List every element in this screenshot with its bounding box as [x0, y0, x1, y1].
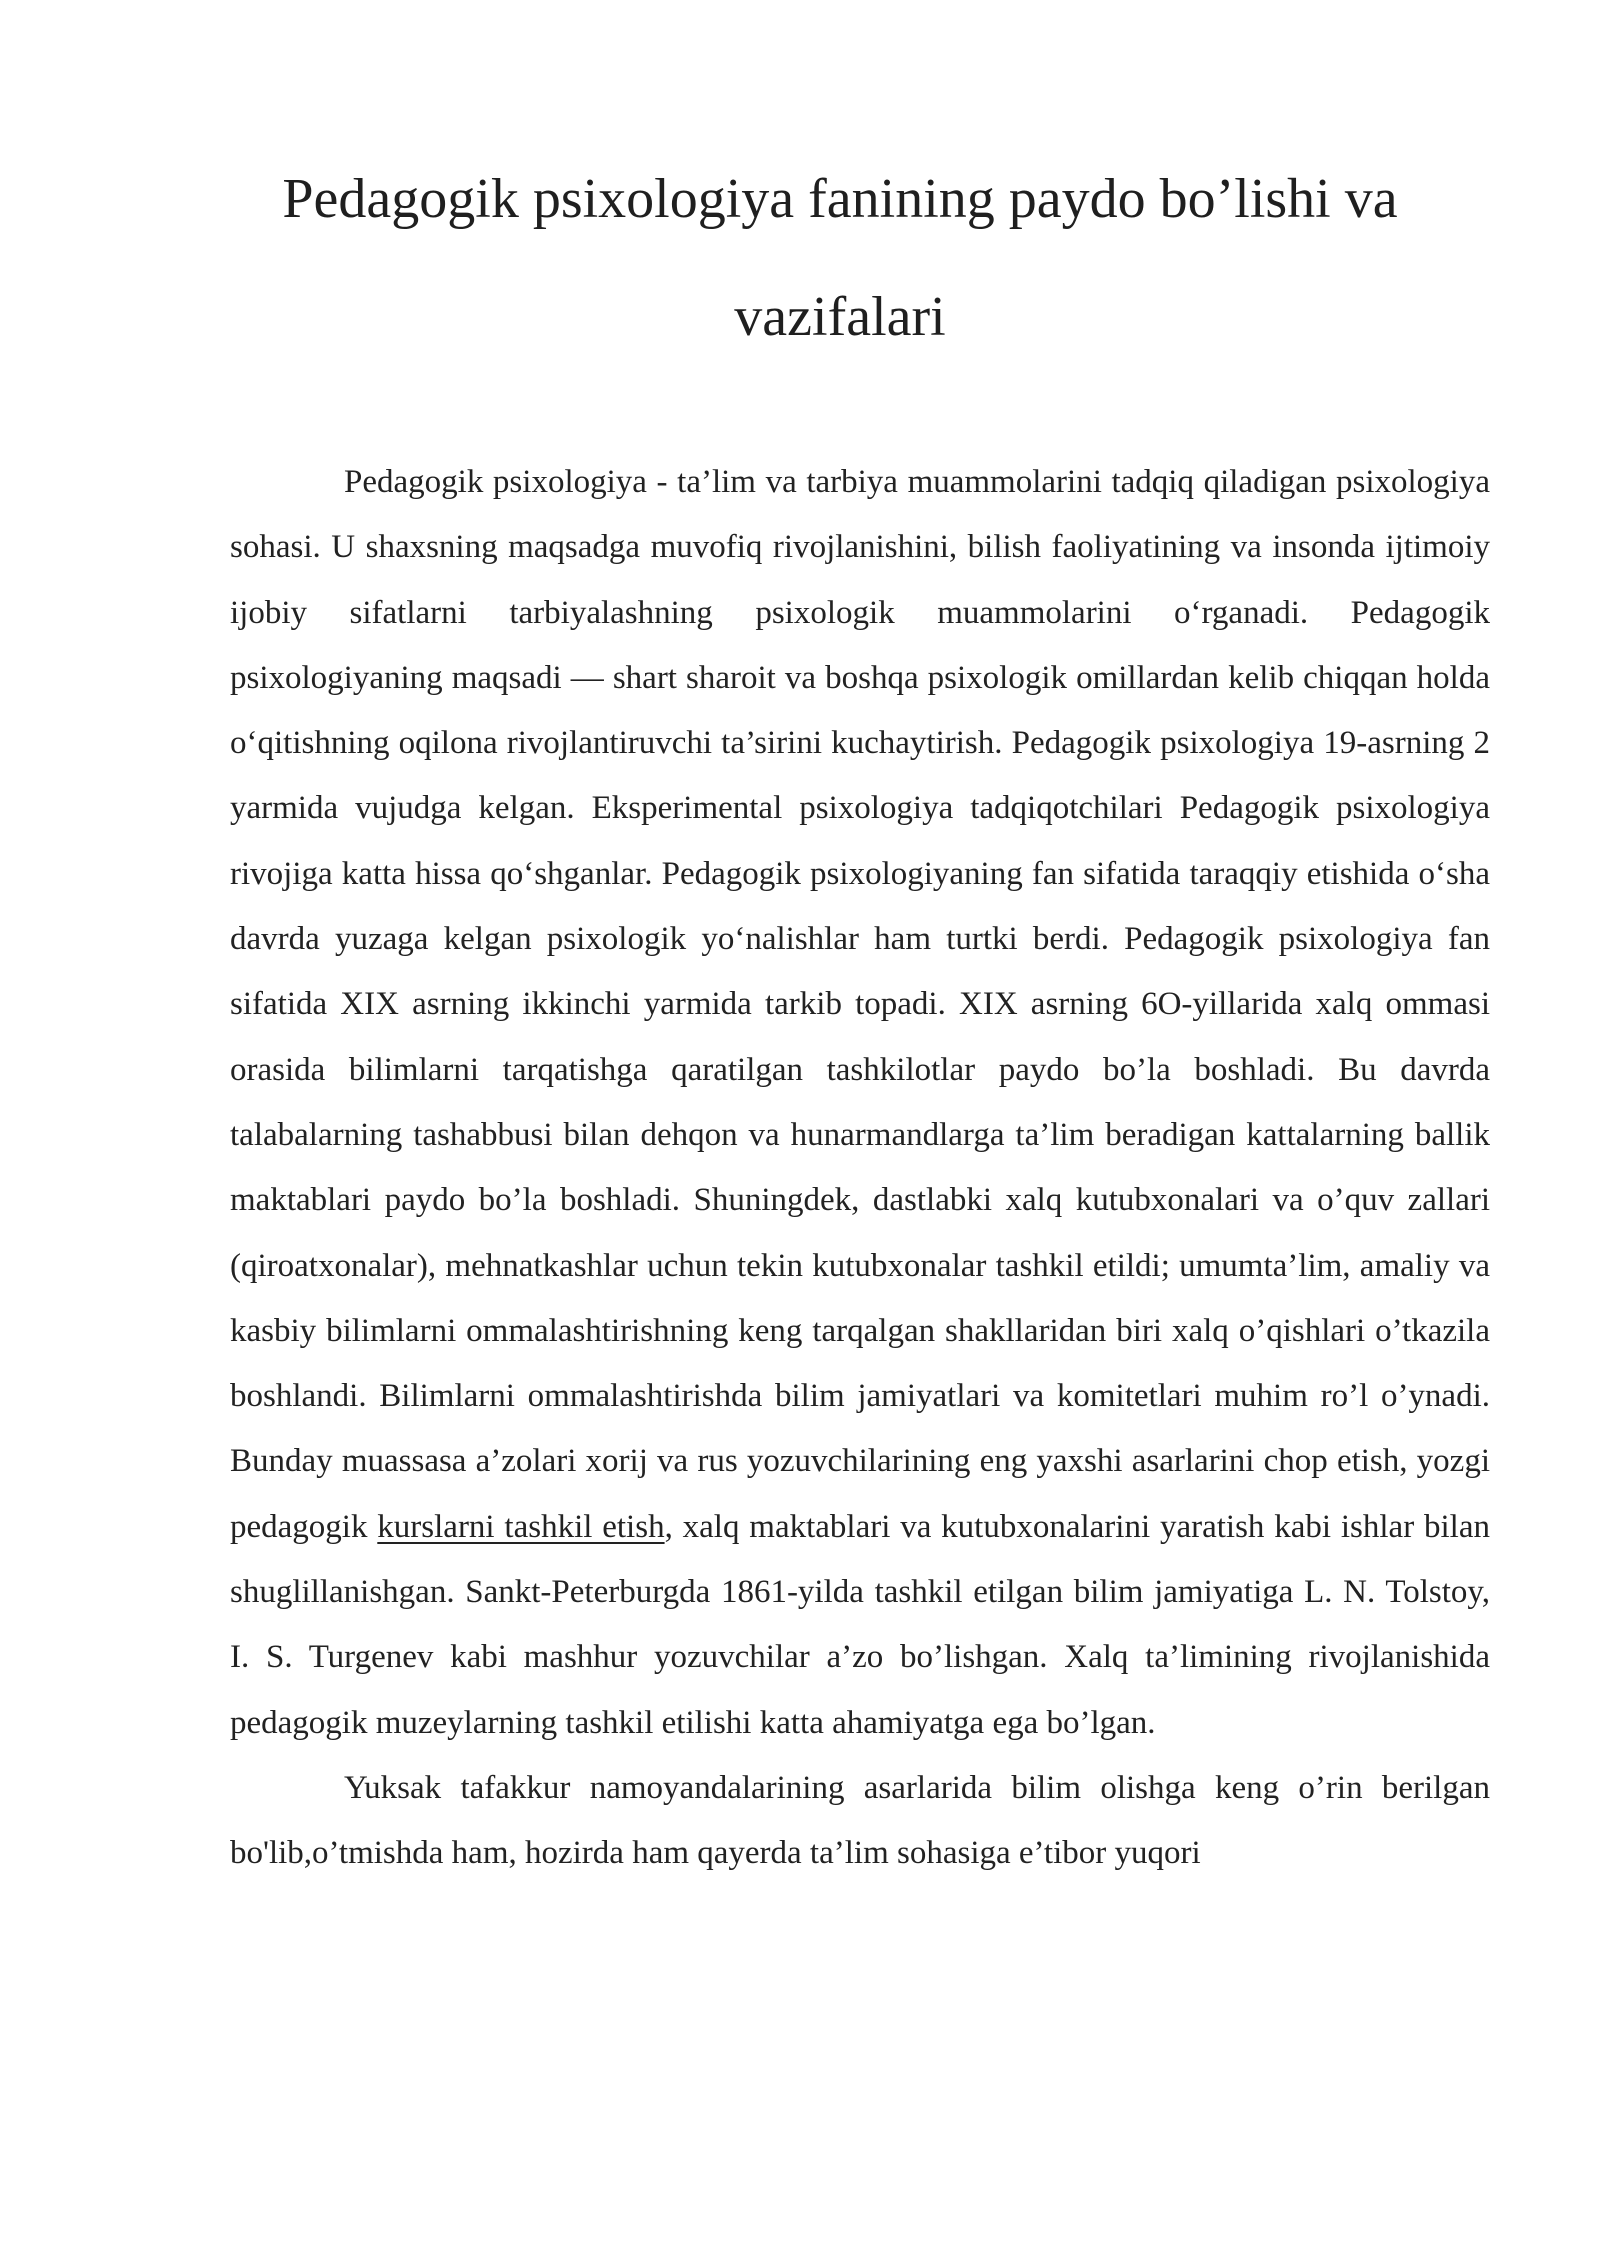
document-title: [180, 140, 1500, 376]
paragraph-1-text-end: , xalq maktablari va kutubxonalarini yaratish kabi ishlar bilan shuglillanishgan. Sankt-Peterburgda 1861-yilda tashkil etilgan bilim jamiyatiga L. N. Tolstoy, I. S. Turgenev kabi mashhur yozuvchilar a’zo bo’lishgan. Xalq ta’limining rivojlanishida pedagogik muzeylarning tashkil etilishi katta ahamiyatga ega bo’lgan.: [230, 1508, 1490, 1741]
document-body: [230, 450, 1490, 1887]
title-line-2: vazifalari: [734, 286, 946, 348]
title-line-1: Pedagogik psixologiya fanining paydo bo’lishi va: [282, 168, 1398, 230]
paragraph-2: Yuksak tafakkur namoyandalarining asarlarida bilim olishga keng o’rin berilgan bo'lib,o’tmishda ham, hozirda ham qayerda ta’lim sohasiga e’tibor yuqori: [230, 1769, 1490, 1872]
paragraph-1-text-start: Pedagogik psixologiya - ta’lim va tarbiya muammolarini tadqiq qiladigan psixologiya sohasi. U shaxsning maqsadga muvofiq rivojlanishini, bilish faoliyatining va insonda ijtimoiy ijobiy sifatlarni tarbiyalashning psixologik muammolarini o‘rganadi. Pedagogik psixologiyaning maqsadi — shart sharoit va boshqa psixologik omillardan kelib chiqqan holda o‘qitishning oqilona rivojlantiruvchi ta’sirini kuchaytirish. Pedagogik psixologiya 19-asrning 2 yarmida vujudga kelgan. Eksperimental psixologiya tadqiqotchilari Pedagogik psixologiya rivojiga katta hissa qo‘shganlar. Pedagogik psixologiyaning fan sifatida taraqqiy etishida o‘sha davrda yuzaga kelgan psixologik yo‘nalishlar ham turtki berdi. Pedagogik psixologiya fan sifatida XIX asrning ikkinchi yarmida tarkib topadi. XIX asrning 6O-yillarida xalq ommasi orasida bilimlarni tarqatishga qaratilgan tashkilotlar paydo bo’la boshladi. Bu davrda talabalarning tashabbusi bilan dehqon va hunarmandlarga ta’lim beradigan kattalarning ballik maktablari paydo bo’la boshladi. Shuningdek, dastlabki xalq kutubxonalari va o’quv zallari (qiroatxonalar), mehnatkashlar uchun tekin kutubxonalar tashkil etildi; umumta’lim, amaliy va kasbiy bilimlarni ommalashtirishning keng tarqalgan shakllaridan biri xalq o’qishlari o’tkazila boshlandi. Bilimlarni ommalashtirishda bilim jamiyatlari va komitetlari muhim ro’l o’ynadi. Bunday muassasa a’zolari xorij va rus yozuvchilarining eng yaxshi asarlarini chop etish, yozgi pedagogik: [230, 464, 1490, 1545]
courses-link[interactable]: kurslarni tashkil etish: [377, 1508, 665, 1545]
paragraph-1: [230, 450, 1490, 1756]
